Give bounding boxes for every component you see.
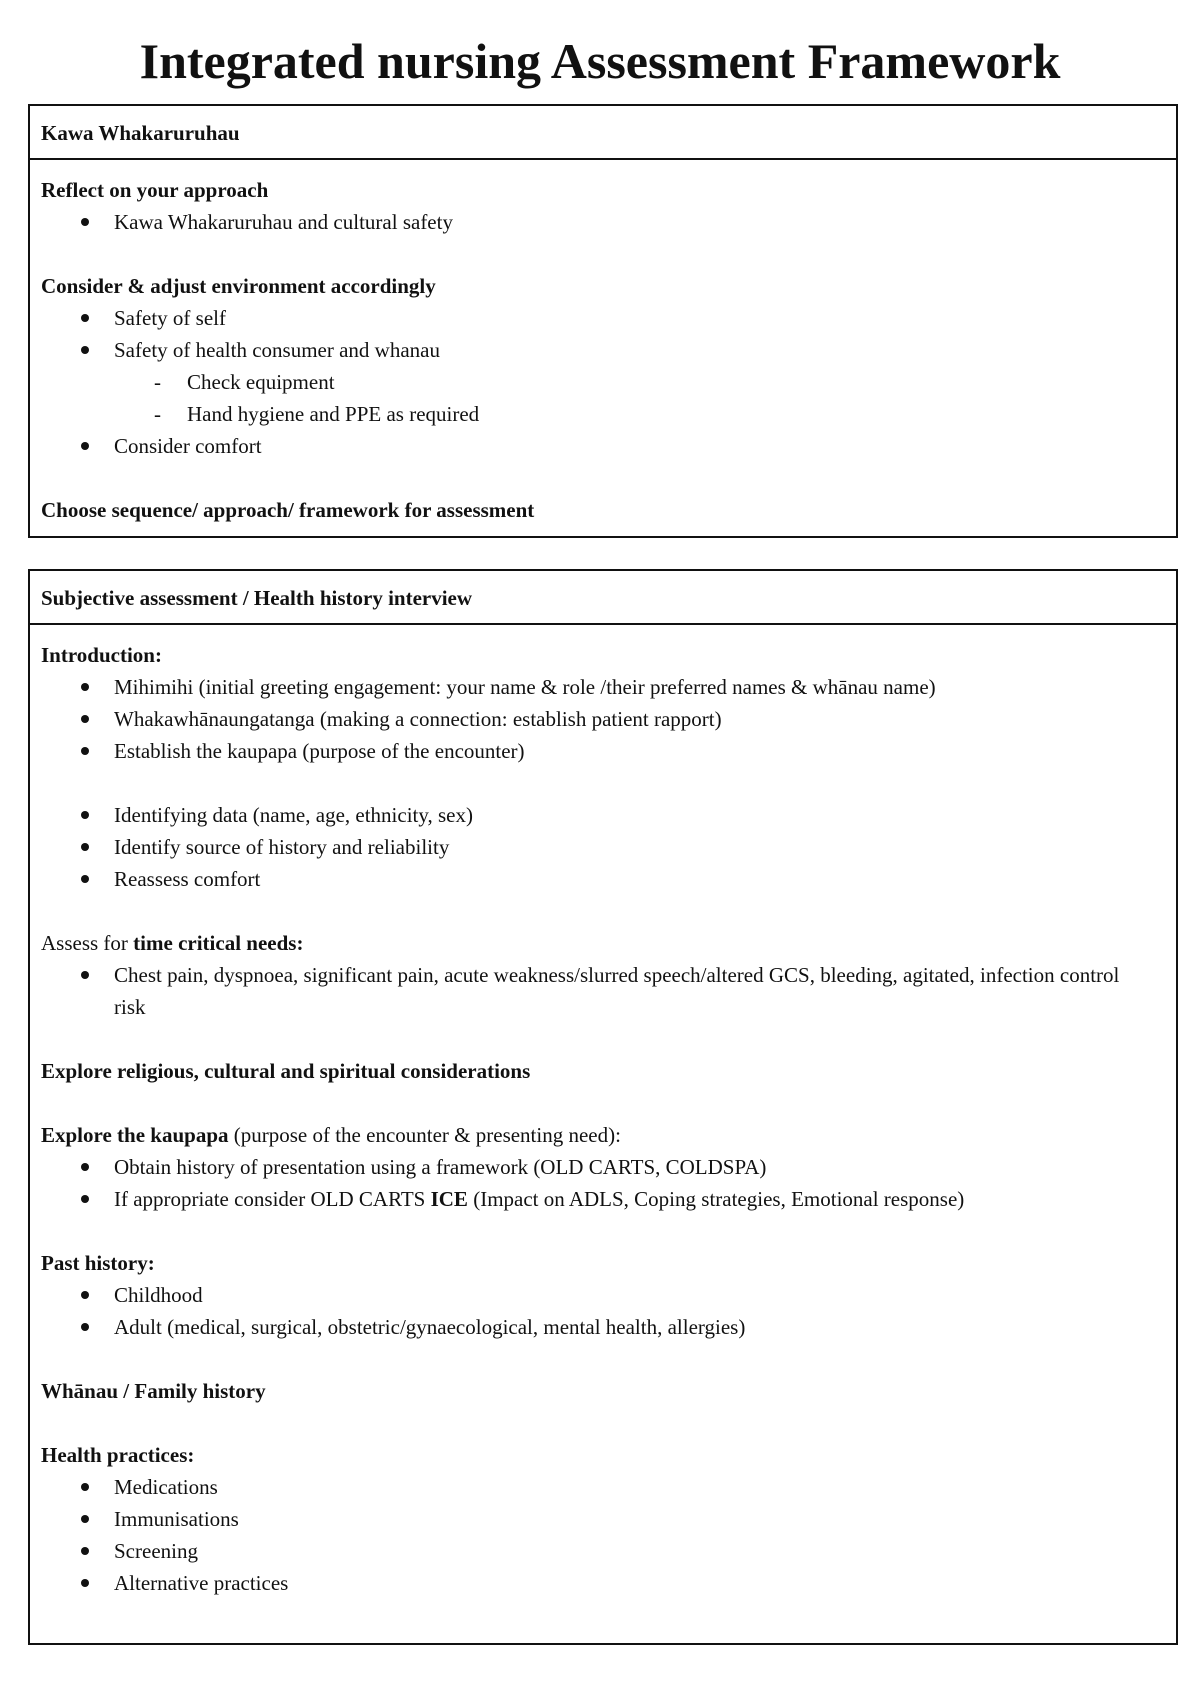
reflect-heading: Reflect on your approach xyxy=(41,178,269,202)
list-item: Chest pain, dyspnoea, significant pain, acute weakness/slurred speech/altered GCS, bleeding, agitated, infection control risk xyxy=(41,959,1165,1023)
list-item: Establish the kaupapa (purpose of the encounter) xyxy=(41,735,1165,767)
list-item: Childhood xyxy=(41,1279,1165,1311)
environment-heading: Consider & adjust environment accordingly xyxy=(41,274,436,298)
list-item: Mihimihi (initial greeting engagement: your name & role /their preferred names & whānau name) xyxy=(41,671,1165,703)
ice-suffix: (Impact on ADLS, Coping strategies, Emotional response) xyxy=(467,1187,965,1211)
list-item: Adult (medical, surgical, obstetric/gynaecological, mental health, allergies) xyxy=(41,1311,1165,1343)
time-critical-heading xyxy=(41,927,1165,959)
ice-bold: ICE xyxy=(430,1187,468,1211)
ice-prefix: If appropriate consider OLD CARTS xyxy=(114,1187,431,1211)
list-item: Identify source of history and reliability xyxy=(41,831,1165,863)
list-item: Whakawhānaungatanga (making a connection: establish patient rapport) xyxy=(41,703,1165,735)
introduction-heading: Introduction: xyxy=(41,643,162,667)
list-item: Reassess comfort xyxy=(41,863,1165,895)
past-history-heading: Past history: xyxy=(41,1251,155,1275)
kaupapa-bold: Explore the kaupapa xyxy=(41,1123,229,1147)
page-title: Integrated nursing Assessment Framework xyxy=(139,33,1061,89)
family-history-heading: Whānau / Family history xyxy=(41,1379,266,1403)
list-item xyxy=(41,1183,1165,1215)
kaupapa-heading xyxy=(41,1119,1165,1151)
kaupapa-rest: (purpose of the encounter & presenting need): xyxy=(228,1123,621,1147)
list-item: Obtain history of presentation using a framework (OLD CARTS, COLDSPA) xyxy=(41,1151,1165,1183)
list-item: Alternative practices xyxy=(41,1567,1165,1599)
list-item: Medications xyxy=(41,1471,1165,1503)
time-critical-bold: time critical needs: xyxy=(133,931,304,955)
list-item: Safety of health consumer and whanau xyxy=(41,334,1165,366)
list-item: Identifying data (name, age, ethnicity, sex) xyxy=(41,799,1165,831)
section-header: Subjective assessment / Health history interview xyxy=(30,571,1176,625)
sub-list-item: - Check equipment xyxy=(41,366,1165,398)
section-header: Kawa Whakaruruhau xyxy=(30,106,1176,160)
sequence-heading: Choose sequence/ approach/ framework for assessment xyxy=(41,498,535,522)
list-item: Kawa Whakaruruhau and cultural safety xyxy=(41,206,1165,238)
kawa-whakaruruhau-section xyxy=(28,104,1178,538)
list-item: Screening xyxy=(41,1535,1165,1567)
health-practices-heading: Health practices: xyxy=(41,1443,195,1467)
list-item: Safety of self xyxy=(41,302,1165,334)
subjective-assessment-section xyxy=(28,569,1178,1645)
list-item: Immunisations xyxy=(41,1503,1165,1535)
section-body xyxy=(30,160,1176,526)
list-item: Consider comfort xyxy=(41,430,1165,462)
sub-list-item: - Hand hygiene and PPE as required xyxy=(41,398,1165,430)
section-body xyxy=(30,625,1176,1599)
religious-heading: Explore religious, cultural and spiritual considerations xyxy=(41,1059,531,1083)
time-critical-prefix: Assess for xyxy=(41,931,134,955)
